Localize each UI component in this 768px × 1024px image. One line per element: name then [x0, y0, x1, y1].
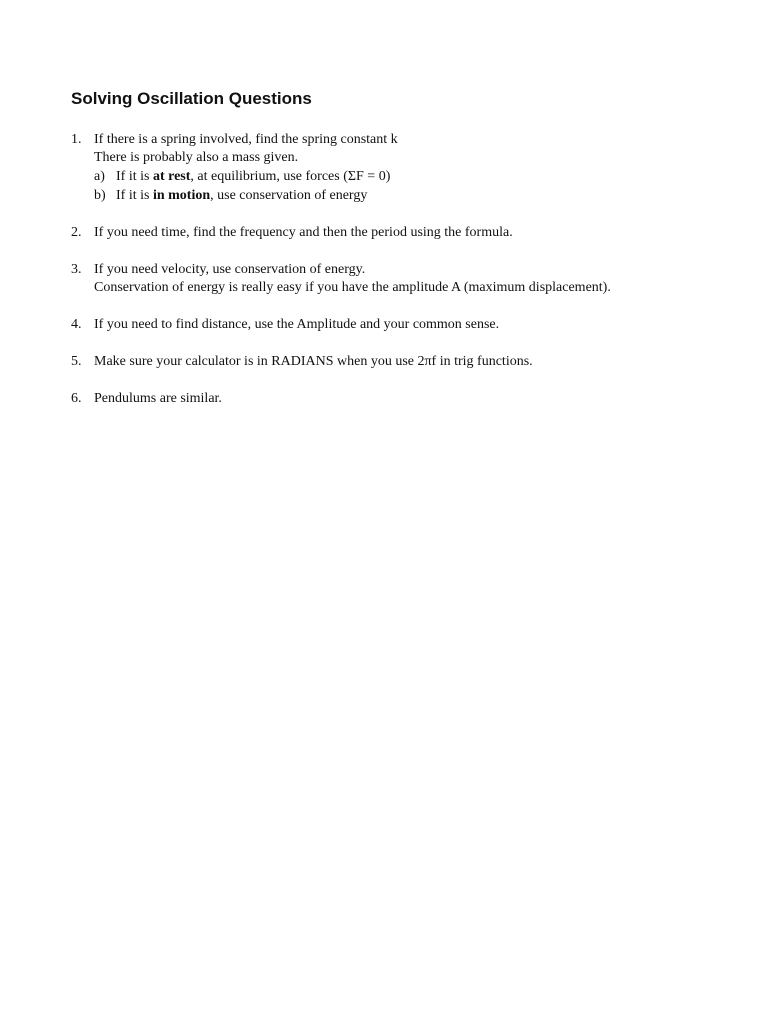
page-title: Solving Oscillation Questions	[71, 89, 312, 108]
sub-item-text	[116, 187, 731, 205]
sub-item-text-pre: If it is	[116, 169, 153, 184]
list-item-4	[71, 316, 731, 334]
sub-item-text-post: , use conservation of energy	[210, 188, 368, 203]
item-text: If you need time, find the frequency and then the period using the formula.	[94, 225, 513, 240]
item-text: Pendulums are similar.	[94, 391, 222, 406]
sub-item-b	[94, 187, 731, 205]
item-number: 5.	[71, 354, 82, 369]
item-text: If you need velocity, use conservation of energy.	[94, 262, 366, 277]
sub-item-text-bold: in motion	[152, 188, 211, 203]
item-number: 3.	[71, 262, 82, 277]
item-number: 2.	[71, 225, 82, 240]
sub-item-text-bold: at rest	[152, 169, 191, 184]
sub-item-text-pre: If it is	[116, 188, 153, 203]
sub-item-text	[116, 168, 731, 186]
item-number: 1.	[71, 132, 82, 147]
list-item-3	[71, 261, 731, 297]
list-item-2	[71, 224, 731, 242]
item-text: Conservation of energy is really easy if you have the amplitude A (maximum displacement).	[94, 280, 611, 295]
sub-item-letter: a)	[94, 169, 105, 184]
item-text: There is probably also a mass given.	[94, 150, 299, 165]
sub-item-text-post: , at equilibrium, use forces (ΣF = 0)	[190, 169, 391, 184]
list-item-6	[71, 390, 731, 408]
item-text: Make sure your calculator is in RADIANS when you use 2πf in trig functions.	[94, 354, 533, 369]
item-number: 6.	[71, 391, 82, 406]
instruction-list	[71, 131, 731, 427]
item-text: If you need to find distance, use the Amplitude and your common sense.	[94, 317, 500, 332]
sub-item-a	[94, 168, 731, 186]
list-item-1	[71, 131, 731, 205]
list-item-5	[71, 353, 731, 371]
item-text: If there is a spring involved, find the spring constant k	[94, 132, 398, 147]
item-number: 4.	[71, 317, 82, 332]
sub-item-letter: b)	[94, 188, 106, 203]
